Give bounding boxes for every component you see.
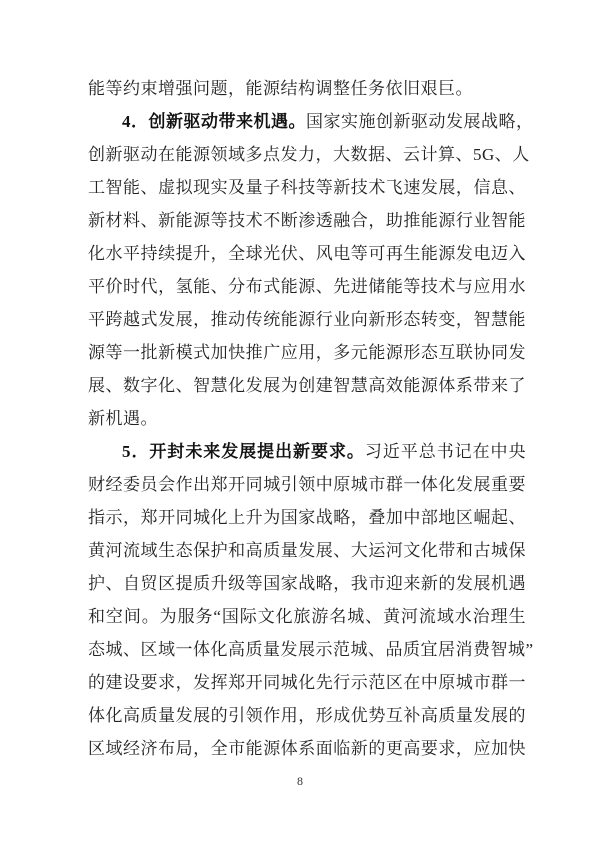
text-line: 的建设要求，发挥郑开同城化先行示范区在中原城市群一: [88, 673, 526, 692]
text-line: 展、数字化、智慧化发展为创建智慧高效能源体系带来了: [88, 376, 526, 395]
text-line-para4-end: 新机遇。: [88, 409, 158, 428]
text-line: 和空间。为服务“国际文化旅游名城、黄河流域水治理生: [88, 607, 526, 626]
text-line: 财经委员会作出郑开同城引领中原城市群一体化发展重要: [88, 475, 526, 494]
text-line: 新材料、新能源等技术不断渗透融合，助推能源行业智能: [88, 211, 526, 230]
paragraph-5-heading: 5．开封未来发展提出新要求。: [122, 442, 365, 461]
text-line: 护、自贸区提质升级等国家战略，我市迎来新的发展机遇: [88, 574, 526, 593]
text-line: 工智能、虚拟现实及量子科技等新技术飞速发展，信息、: [88, 178, 526, 197]
text-line-para5-lead: [88, 435, 526, 468]
text-line: 平价时代，氢能、分布式能源、先进储能等技术与应用水: [88, 277, 526, 296]
page-number: 8: [297, 774, 303, 788]
text-line: 指示，郑开同城化上升为国家战略，叠加中部地区崛起、: [88, 508, 526, 527]
text-line: 平跨越式发展，推动传统能源行业向新形态转变，智慧能: [88, 310, 526, 329]
document-body: [88, 72, 534, 765]
paragraph-5-lead-rest: 习近平总书记在中央: [364, 442, 527, 461]
text-line: 创新驱动在能源领域多点发力，大数据、云计算、5G、人: [88, 145, 530, 164]
text-line: 源等一批新模式加快推广应用，多元能源形态互联协同发: [88, 343, 526, 362]
paragraph-4-heading: 4．创新驱动带来机遇。: [122, 112, 306, 131]
text-line-para4-lead: [88, 105, 534, 138]
text-line-para3-end: 能等约束增强问题，能源结构调整任务依旧艰巨。: [88, 79, 473, 98]
paragraph-4-lead-rest: 国家实施创新驱动发展战略，: [306, 112, 534, 131]
text-line: 区域经济布局，全市能源体系面临新的更高要求，应加快: [88, 739, 526, 758]
text-line: 黄河流域生态保护和高质量发展、大运河文化带和古城保: [88, 541, 526, 560]
text-line: 化水平持续提升，全球光伏、风电等可再生能源发电迈入: [88, 244, 526, 263]
text-line: 体化高质量发展的引领作用，形成优势互补高质量发展的: [88, 706, 526, 725]
text-line: 态城、区域一体化高质量发展示范城、品质宜居消费智城”: [88, 640, 534, 659]
